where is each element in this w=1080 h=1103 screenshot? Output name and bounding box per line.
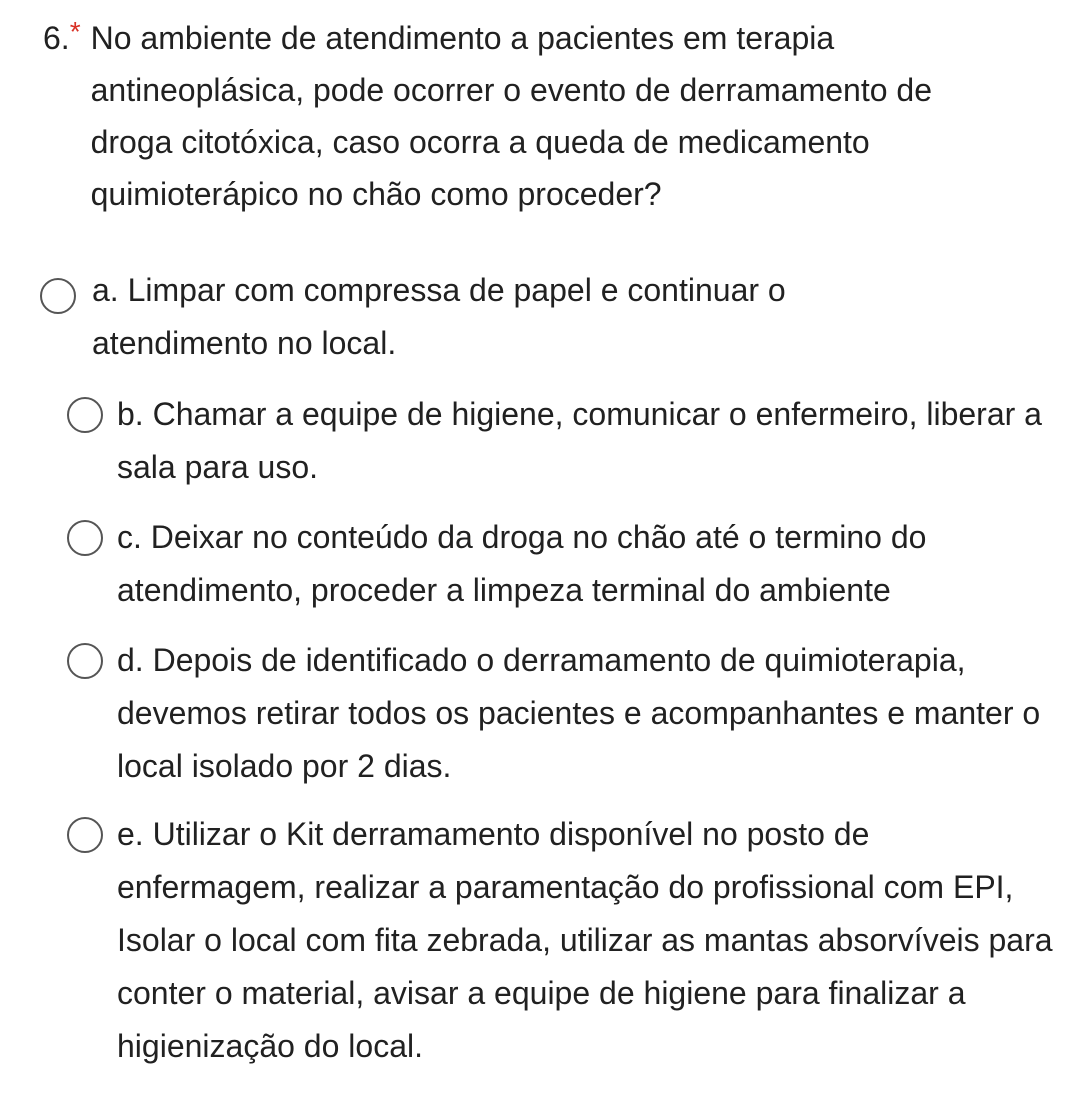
question-number: 6.: [43, 20, 70, 56]
option-e[interactable]: [67, 808, 1062, 1073]
radio-button-b[interactable]: [67, 397, 103, 433]
option-b[interactable]: [67, 388, 1057, 494]
radio-button-d[interactable]: [67, 643, 103, 679]
option-a-label: a. Limpar com compressa de papel e continuar o: [92, 272, 786, 308]
radio-button-e[interactable]: [67, 817, 103, 853]
option-a[interactable]: [40, 264, 1050, 361]
option-c-label: c. Deixar no conteúdo da droga no chão até o termino do atendimento, proceder a limpeza terminal do ambiente: [117, 519, 927, 608]
option-b-label: b. Chamar a equipe de higiene, comunicar o enfermeiro, liberar a sala para uso.: [117, 396, 1042, 485]
option-c[interactable]: [67, 511, 1057, 617]
question-header: [43, 12, 1053, 220]
required-marker: *: [69, 16, 81, 47]
radio-button-a[interactable]: [40, 278, 76, 314]
question-text: No ambiente de atendimento a pacientes em terapia antineoplásica, pode ocorrer o evento de derramamento de droga citotóxica, caso ocorra a queda de medicamento quimioterápico no chão como proceder?: [90, 20, 933, 212]
option-d-label: d. Depois de identificado o derramamento de quimioterapia, devemos retirar todos os pacientes e acompanhantes e manter o local isolado por 2 dias.: [117, 642, 1041, 784]
option-a-label-continued: atendimento no local.: [92, 325, 397, 361]
radio-button-c[interactable]: [67, 520, 103, 556]
option-e-label: e. Utilizar o Kit derramamento disponível no posto de enfermagem, realizar a paramentação do profissional com EPI, Isolar o local com fita zebrada, utilizar as mantas absorvíveis para conter o material, avisar a equipe de higiene para finalizar a higienização do local.: [117, 816, 1053, 1064]
question-block: [43, 12, 1053, 220]
option-d[interactable]: [67, 634, 1057, 793]
